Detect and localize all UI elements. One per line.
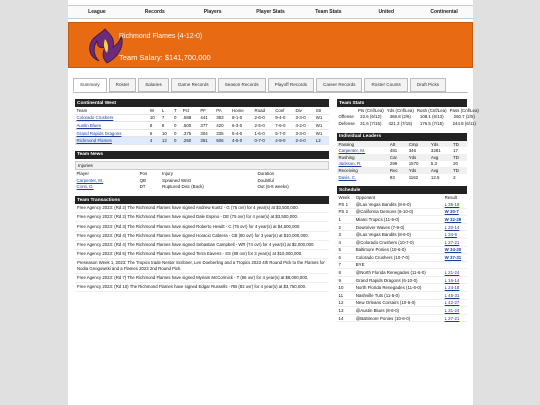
stat-cell: 377 (199, 122, 215, 130)
schedule-row (337, 314, 467, 322)
leader-stat: 2 (453, 174, 456, 180)
top-nav (68, 5, 473, 19)
result-cell[interactable] (443, 208, 467, 216)
leader-name[interactable] (337, 161, 388, 168)
stat-cell: 10 (148, 114, 160, 122)
nav-united[interactable]: United (378, 9, 394, 15)
week-cell: 3 (337, 231, 354, 239)
stat-cell: 9-4-0 (274, 114, 294, 122)
schedule-row (337, 246, 467, 254)
team-stats-header: Team Stats (337, 99, 467, 107)
leaders-col: Rec (388, 167, 407, 174)
stat-cell: 4-2-0 (294, 122, 314, 130)
transaction-item: Free Agency 2023: (Rd 4) The Richmond Flames have signed Horacio Cabrera - CB (80 ovr) for 3 year(s) at $10,000,000. (75, 232, 329, 241)
week-cell: 9 (337, 276, 354, 284)
leaders-group-header (337, 167, 467, 174)
stat-cell: 4 (148, 137, 160, 145)
result-cell-link[interactable]: L 27-21 (444, 315, 460, 321)
stat-cell: 383 (215, 114, 231, 122)
week-cell: 1 (337, 216, 354, 224)
col-yds: Yds (Cnf/Lea) (386, 107, 414, 113)
opponent-cell: Colorado Crushers (10-7-0) (354, 254, 443, 262)
result-cell (443, 261, 467, 269)
leaders-header: Individual Leaders (337, 133, 467, 141)
result-cell[interactable] (443, 292, 467, 300)
leaders-group-header (337, 154, 467, 161)
leader-name[interactable] (337, 174, 388, 181)
injury-cell: Sprained Wrist (162, 177, 191, 183)
result-cell[interactable] (443, 254, 467, 262)
opponent-cell: North Florida Renegades (11-6-0) (354, 284, 443, 292)
opponent-cell: Downriver Waves (7-9-0) (354, 223, 443, 231)
stat-cell: 2-6-0 (253, 114, 274, 122)
leader-stat: 346 (408, 148, 417, 154)
stat-cell: 7-6-0 (274, 122, 294, 130)
stat-cell: 4-9-0 (274, 137, 294, 145)
leaders-col: Receiving (337, 167, 388, 174)
stats-value: 31.6 (7/15) (360, 120, 382, 126)
leader-row (337, 174, 467, 181)
player-cell-link[interactable]: Carpenter, M. (76, 177, 104, 183)
transaction-item: Free Agency 2023: (Rd 4) The Richmond Flames have signed Sebastian Campbell - WR (74 ovr) for 4 year(s) at $2,000,000. (75, 241, 329, 250)
leader-stat: 481 (389, 148, 398, 154)
injury-cell: Doubtful (257, 177, 274, 183)
opponent-cell: BYE (354, 261, 443, 269)
col-opponent: Opponent (355, 195, 376, 201)
standings-table (75, 107, 329, 145)
team-banner (68, 22, 473, 68)
injury-cell: DT (139, 184, 146, 190)
result-cell-link[interactable]: L 20-14 (444, 224, 460, 230)
result-cell-link[interactable]: L 34-9 (444, 232, 457, 238)
schedule-row (337, 201, 467, 208)
leaders-col: Avg (429, 167, 451, 174)
result-cell[interactable] (443, 276, 467, 284)
week-cell: 5 (337, 246, 354, 254)
col-pct: Pct (181, 107, 199, 114)
result-cell[interactable] (443, 307, 467, 315)
col-pass: Pass (Cnf/Lea) (449, 107, 479, 113)
col-injury: Injury (162, 171, 173, 177)
team-stats-row (337, 120, 480, 127)
injury-cell: QB (139, 177, 146, 183)
stat-cell: 10 (160, 129, 172, 137)
schedule-row (337, 284, 467, 292)
col-blank (337, 107, 356, 114)
result-cell-link[interactable]: W 37-31 (444, 254, 462, 260)
opponent-cell: Grand Rapids Dragons (6-10-0) (354, 276, 443, 284)
tab-game-records[interactable]: Game Records (171, 78, 216, 92)
right-column (337, 93, 479, 322)
col-pos: Pos (139, 171, 148, 177)
col-team: Team (75, 107, 148, 114)
schedule-table (337, 194, 467, 322)
standings-row (75, 137, 329, 145)
player-cell-link[interactable]: Conti, D. (76, 184, 94, 190)
tab-summary[interactable]: Summary (73, 78, 107, 92)
week-cell: 7 (337, 261, 354, 269)
player-cell[interactable] (75, 184, 138, 191)
schedule-row (337, 269, 467, 277)
col-home: Home (231, 107, 254, 114)
page (68, 0, 479, 405)
leaders-table (337, 141, 467, 181)
result-cell-link[interactable]: W 32-29 (444, 216, 462, 222)
team-name-cell-link[interactable]: Austin Blues (76, 122, 101, 128)
nav-team-stats[interactable]: Team Stats (315, 9, 342, 15)
stat-cell: 1-6-0 (253, 129, 274, 137)
injury-row (75, 184, 329, 191)
opponent-cell: @North Florida Renegades (11-6-0) (354, 269, 443, 277)
opponent-cell: Baltimore Ponies (10-6-0) (354, 246, 443, 254)
leader-row (337, 161, 467, 168)
transaction-item: Free Agency 2023: (Rd 2) The Richmond Flames have signed Dale Espino - DE (75 ovr) for 4 year(s) at $3,500,000. (75, 213, 329, 222)
tab-playoff-records[interactable]: Playoff Records (268, 78, 314, 92)
stats-value: 176.5 (7/15) (419, 120, 444, 126)
standings-row (75, 122, 329, 130)
result-cell[interactable] (443, 216, 467, 224)
tab-career-records[interactable]: Career Records (316, 78, 362, 92)
col-result: Result (444, 195, 458, 201)
standings-header: Continental West (75, 99, 329, 107)
stat-cell: 8-1-0 (231, 114, 254, 122)
opponent-cell: @Colorado Crushers (10-7-0) (354, 238, 443, 246)
opponent-cell: @Baltimore Ponies (10-6-0) (354, 314, 443, 322)
team-name-cell-link[interactable]: Richmond Flames (76, 138, 112, 144)
stat-cell: 5-4-0 (231, 129, 254, 137)
team-name-cell[interactable] (75, 137, 148, 145)
stat-cell: 506 (215, 137, 231, 145)
stats-value: 260.7 (2/5) (453, 114, 475, 120)
result-cell[interactable] (443, 231, 467, 239)
stat-cell: 304 (199, 129, 215, 137)
nav-records[interactable]: Records (144, 9, 165, 15)
week-cell: 8 (337, 269, 354, 277)
stat-cell: 3-3-0 (294, 114, 314, 122)
leaders-col: Passing (337, 141, 388, 148)
schedule-row (337, 208, 467, 216)
team-name-cell[interactable] (75, 129, 148, 137)
opponent-cell: New Orleans Corsairs (10-6-0) (354, 299, 443, 307)
transaction-item: Free Agency 2023: (Rd 3) The Richmond Flames have signed Roberto Hewitt - C (76 ovr) for 4 year(s) at $4,500,000. (75, 222, 329, 231)
stat-cell: 8 (160, 122, 172, 130)
week-cell: PS 1 (337, 201, 354, 208)
team-name-cell[interactable] (75, 114, 148, 122)
leaders-col: Yds (407, 167, 429, 174)
leader-stat: 20 (453, 161, 458, 167)
leader-stat: 1570 (408, 161, 419, 167)
injury-row (75, 177, 329, 184)
col-player: Player (76, 171, 89, 177)
team-news-header: Team News (75, 151, 329, 159)
injuries-table (75, 170, 329, 190)
result-cell-link[interactable]: L 16-14 (444, 277, 460, 283)
col-week: Week (338, 195, 350, 201)
schedule-row (337, 292, 467, 300)
stat-cell: 0-7-0 (253, 137, 274, 145)
result-cell[interactable] (443, 246, 467, 254)
opponent-cell: @Las Vegas Bandits (8-6-0) (354, 201, 443, 208)
stat-cell: 5-7-0 (274, 129, 294, 137)
tab-draft-picks[interactable]: Draft Picks (410, 78, 446, 92)
injuries-header: Injuries (75, 161, 329, 170)
nav-continental[interactable]: Continental (430, 9, 458, 15)
schedule-row (337, 216, 467, 224)
standings-row (75, 114, 329, 122)
stat-cell: L2 (314, 137, 329, 145)
transaction-item: Free Agency 2023: (Rd 5) The Richmond Flames have signed Terra Eavens - SS (88 ovr) for 3 year(s) at $10,000,000. (75, 250, 329, 259)
result-cell[interactable] (443, 299, 467, 307)
stat-cell: .375 (181, 129, 199, 137)
result-cell[interactable] (443, 314, 467, 322)
stats-value: 108.1 (6/13) (419, 114, 444, 120)
result-cell[interactable] (443, 269, 467, 277)
result-cell-link[interactable]: L 31-24 (444, 308, 460, 314)
schedule-row (337, 299, 467, 307)
opponent-cell: @California Demons (6-10-0) (354, 208, 443, 216)
leader-name-link[interactable]: Jackson, R. (338, 161, 362, 167)
team-salary: Team Salary: $141,700,000 (119, 53, 211, 62)
schedule-row (337, 223, 467, 231)
stat-cell: 12 (160, 137, 172, 145)
stat-cell: 0 (173, 129, 182, 137)
leader-stat: 17 (453, 148, 458, 154)
transactions-list (75, 204, 329, 292)
schedule-row (337, 261, 467, 269)
transaction-item: Free Agency 2023: (Rd 10) The Richmond Flames have signed Edgar Russells - RB (82 ovr) for 4 year(s) at $3,750,000. (75, 283, 329, 292)
week-cell: 4 (337, 238, 354, 246)
schedule-row (337, 254, 467, 262)
nav-league[interactable]: League (88, 9, 106, 15)
leader-stat: 93 (389, 174, 395, 180)
result-cell-link[interactable]: L 24-18 (444, 285, 460, 291)
result-cell-link[interactable]: W 34-20 (444, 247, 462, 253)
leaders-col: TD (452, 154, 467, 161)
nav-players[interactable]: Players (203, 9, 222, 15)
col-road: Road (253, 107, 274, 114)
transaction-item: Free Agency 2023: (Rd 2) The Richmond Flames have signed Andrew Kuntz - G (75 ovr) for 4 year(s) at $3,500,000. (75, 204, 329, 213)
opponent-cell: Miami Tropics (11-5-0) (354, 216, 443, 224)
result-cell[interactable] (443, 201, 467, 208)
col-t: T (173, 107, 182, 114)
col-pts: Pts (Cnf/Lea) (357, 107, 384, 113)
leaders-col: Yds (429, 141, 451, 148)
leaders-col: Yds (407, 154, 429, 161)
stats-label: Offense (338, 114, 354, 120)
leaders-col: Avg (429, 154, 451, 161)
summary-content (73, 92, 479, 405)
leaders-col: Rushing (337, 154, 388, 161)
col-duration: Duration (257, 171, 275, 177)
injury-cell: Out (6-8 weeks) (257, 184, 289, 190)
left-column (75, 93, 329, 292)
opponent-cell: @Austin Blues (8-8-0) (354, 307, 443, 315)
stat-cell: 8 (148, 122, 160, 130)
stat-cell: 2-4-0 (294, 137, 314, 145)
col-w: W (148, 107, 160, 114)
week-cell: 6 (337, 254, 354, 262)
leaders-col: TD (452, 141, 467, 148)
result-cell-link[interactable]: L 42-27 (444, 300, 460, 306)
tab-salaries[interactable]: Salaries (138, 78, 169, 92)
stat-cell: 0 (173, 114, 182, 122)
week-cell: 11 (337, 292, 354, 300)
stat-cell: W1 (314, 129, 329, 137)
result-cell-link[interactable]: W 30-7 (444, 209, 459, 215)
stat-cell: W1 (314, 114, 329, 122)
stat-cell: 335 (215, 129, 231, 137)
standings-row (75, 129, 329, 137)
stats-value: 368.8 (2/6) (389, 114, 411, 120)
col-conf: Conf (274, 107, 294, 114)
opponent-cell: Nashville Tuts (11-5-0) (354, 292, 443, 300)
result-cell-link[interactable]: L 45-31 (444, 292, 460, 298)
week-cell: 10 (337, 284, 354, 292)
col-pf: PF (199, 107, 215, 114)
leader-row (337, 147, 467, 154)
team-name-cell[interactable] (75, 122, 148, 130)
leader-stat: 1162 (408, 174, 419, 180)
nav-player-stats[interactable]: Player Stats (256, 9, 285, 15)
stats-value: 244.8 (6/11) (452, 120, 476, 126)
col-div: Div (294, 107, 314, 114)
leaders-col: Car (388, 154, 407, 161)
stat-cell: 3-3-0 (294, 129, 314, 137)
team-stats-row (337, 114, 480, 121)
opponent-cell: @Las Vegas Bandits (8-6-0) (354, 231, 443, 239)
week-cell: 13 (337, 307, 354, 315)
stat-cell: .588 (181, 114, 199, 122)
leader-stat: 5.3 (430, 161, 437, 167)
schedule-row (337, 307, 467, 315)
stat-cell: .250 (181, 137, 199, 145)
tab-roster-counts[interactable]: Roster Counts (364, 78, 407, 92)
team-name-cell-link[interactable]: Grand Rapids Dragons (76, 130, 122, 136)
leaders-col: Att (388, 141, 407, 148)
leader-stat: 3281 (430, 148, 441, 154)
leaders-col: Cmp (407, 141, 429, 148)
tab-roster[interactable]: Roster (109, 78, 137, 92)
result-cell-link[interactable]: L 21-24 (444, 270, 460, 276)
team-title: Richmond Flames (4-12-0) (119, 33, 203, 40)
stat-cell: 6 (148, 129, 160, 137)
stat-cell: 0 (173, 137, 182, 145)
result-cell-link[interactable]: L 27-21 (444, 239, 460, 245)
leader-stat: 299 (389, 161, 398, 167)
stat-cell: 7 (160, 114, 172, 122)
schedule-header: Schedule (337, 186, 467, 194)
stat-cell: 4-5-0 (231, 137, 254, 145)
stat-cell: 2-5-0 (253, 122, 274, 130)
col-pa: PA (215, 107, 231, 114)
col-str: Str (314, 107, 329, 114)
team-stats-table (337, 107, 480, 127)
week-cell: 2 (337, 223, 354, 231)
result-cell[interactable] (443, 284, 467, 292)
transaction-item: Preseason Week 1, 2023: The Tropics trade Nestor Scribner, Len Doeberling and a Tropics 2023 4th Round Pick to the Flames for Nodia Gnogowski and a Flames 2023 2nd Round Pick. (75, 259, 329, 274)
stat-cell: .500 (181, 122, 199, 130)
team-name-cell-link[interactable]: Colorado Crushers (76, 115, 114, 121)
leader-stat: 12.5 (430, 174, 440, 180)
col-l: L (160, 107, 172, 114)
stat-cell: 6-3-0 (231, 122, 254, 130)
transactions-header: Team Transactions (75, 196, 329, 204)
leader-name-link[interactable]: Carpenter, M. (338, 148, 366, 154)
transaction-item: Free Agency 2023: (Rd 7) The Richmond Flames have signed Myriam McCormick - T (86 ovr) for 4 year(s) at $8,000,000. (75, 274, 329, 283)
result-cell-link[interactable]: L 35-18 (444, 201, 460, 207)
stat-cell: 361 (199, 137, 215, 145)
stat-cell: 0 (173, 122, 182, 130)
stats-value: 22.6 (6/12) (360, 114, 382, 120)
tab-season-records[interactable]: Season Records (218, 78, 266, 92)
leader-name[interactable] (337, 147, 388, 154)
week-cell: 14 (337, 314, 354, 322)
schedule-row (337, 238, 467, 246)
team-tabs (73, 78, 446, 92)
leaders-col: TD (452, 167, 467, 174)
injury-cell: Ruptured Disc (Back) (162, 184, 204, 190)
stat-cell: W1 (314, 122, 329, 130)
leader-name-link[interactable]: Davis, C. (338, 174, 357, 180)
stat-cell: 441 (199, 114, 215, 122)
result-cell[interactable] (443, 223, 467, 231)
schedule-row (337, 231, 467, 239)
result-cell[interactable] (443, 238, 467, 246)
col-rush: Rush (Cnf/Lea) (416, 107, 447, 113)
week-cell: 12 (337, 299, 354, 307)
stats-label: Defense (338, 120, 355, 126)
stats-value: 421.3 (7/15) (388, 120, 413, 126)
player-cell[interactable] (75, 177, 138, 184)
schedule-row (337, 276, 467, 284)
week-cell: PS 2 (337, 208, 354, 216)
leaders-group-header (337, 141, 467, 148)
stat-cell: 420 (215, 122, 231, 130)
